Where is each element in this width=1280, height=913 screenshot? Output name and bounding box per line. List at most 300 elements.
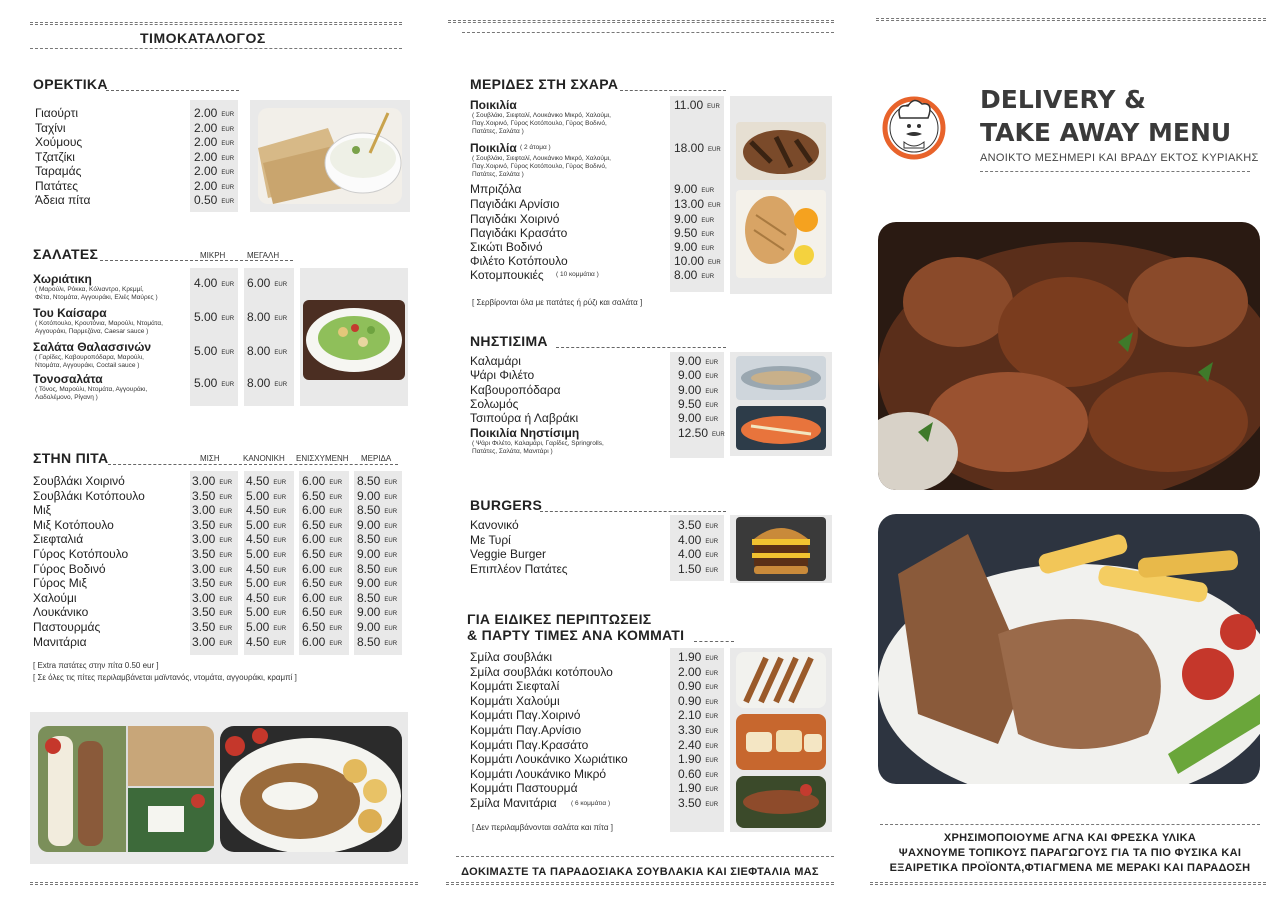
price-amount: 8.50: [357, 561, 381, 576]
price-value: [302, 532, 342, 546]
party-item-name: Κομμάτι Σιεφταλί: [470, 679, 560, 694]
currency-label: EUR: [329, 538, 343, 545]
menu-title: ΤΙΜΟΚΑΤΑΛΟΓΟΣ: [140, 30, 266, 46]
price-amount: 4.50: [246, 561, 270, 576]
price-amount: 6.00: [302, 590, 326, 605]
price-value: [192, 620, 232, 634]
currency-label: EUR: [329, 611, 343, 618]
currency-label: EUR: [221, 282, 235, 288]
currency-label: EUR: [221, 350, 235, 356]
appetizer-photo: [258, 108, 402, 204]
price-value: [246, 620, 286, 634]
sausage-photo: [736, 776, 826, 828]
currency-label: EUR: [329, 480, 343, 486]
footer-tagline: ΔΟΚΙΜΑΣΤΕ ΤΑ ΠΑΡΑΔΟΣΙΑΚΑ ΣΟΥΒΛΑΚΙΑ ΚΑΙ ΣΙΕΦΤΑΛΙΑ ΜΑΣ: [461, 866, 819, 878]
price-value: [302, 518, 342, 532]
currency-label: EUR: [221, 126, 235, 133]
fasting-item-name: Ποικιλία Νηστίσιμη: [470, 425, 580, 440]
price-amount: 3.50: [678, 518, 702, 532]
currency-label: EUR: [219, 611, 233, 618]
price-value: [678, 426, 725, 440]
party-item-name: Κομμάτι Παστουρμά: [470, 781, 578, 796]
price-amount: 9.00: [678, 368, 702, 383]
salad-name: Του Καίσαρα: [33, 306, 107, 320]
price-value: [674, 240, 714, 254]
price-amount: 6.50: [302, 517, 326, 532]
price-value: [678, 547, 718, 561]
currency-label: EUR: [384, 480, 398, 486]
currency-label: EUR: [219, 523, 233, 530]
price-value: [194, 150, 234, 164]
title-divider: [30, 48, 402, 49]
section-divider: [108, 464, 398, 465]
price-amount: 3.00: [192, 590, 216, 605]
grill-item-name: Ποικιλία: [470, 141, 517, 155]
menu-item-name: Πατάτες: [35, 178, 78, 193]
currency-label: EUR: [384, 553, 398, 559]
currency-label: EUR: [701, 218, 715, 224]
price-amount: 2.00: [194, 135, 218, 149]
title-takeaway: TAKE AWAY MENU: [980, 118, 1232, 147]
footer-divider: [880, 824, 1260, 825]
currency-label: EUR: [707, 104, 720, 110]
salad-photo: [303, 300, 405, 380]
section-heading-pita: ΣΤΗΝ ΠΙΤΑ: [33, 450, 109, 466]
price-amount: 3.50: [192, 517, 216, 532]
fasting-item-name: Τσιπούρα ή Λαβράκι: [470, 411, 579, 426]
col-header-normal: ΚΑΝΟΝΙΚΗ: [243, 454, 285, 463]
price-value: [678, 781, 718, 795]
currency-label: EUR: [273, 611, 287, 618]
currency-label: EUR: [705, 374, 719, 381]
currency-label: EUR: [219, 596, 233, 603]
price-value: [357, 503, 397, 517]
section-divider: [540, 511, 726, 512]
menu-item-name: Γιαούρτι: [35, 106, 78, 120]
section-heading-appetizers: ΟΡΕΚΤΙΚΑ: [33, 76, 108, 92]
currency-label: EUR: [705, 787, 719, 794]
price-value: [357, 591, 397, 605]
currency-label: EUR: [384, 509, 398, 516]
price-value: [678, 368, 718, 382]
price-amount: 4.00: [678, 547, 702, 561]
currency-label: EUR: [221, 199, 235, 205]
party-item-name: Σμίλα Μανιτάρια: [470, 796, 557, 810]
price-value: [194, 135, 234, 149]
price-amount: 3.50: [192, 547, 216, 561]
currency-label: EUR: [705, 388, 719, 395]
footer-line-2: ΨΑΧΝΟΥΜΕ ΤΟΠΙΚΟΥΣ ΠΑΡΑΓΩΓΟΥΣ ΓΙΑ ΤΑ ΠΙΟ ΦΥΣΙΚΑ ΚΑΙ: [898, 847, 1242, 859]
price-value: [194, 310, 234, 324]
price-amount: 2.00: [194, 178, 218, 193]
currency-label: EUR: [701, 246, 715, 252]
price-amount: 10.00: [674, 254, 705, 268]
currency-label: EUR: [384, 494, 398, 501]
lamb-chops-photo: [736, 122, 826, 180]
price-value: [357, 620, 397, 634]
fasting-item-name: Καλαμάρι: [470, 354, 521, 368]
currency-label: EUR: [705, 524, 719, 530]
party-item-name: Κομμάτι Παγ.Αρνίσιο: [470, 723, 582, 737]
price-value: [302, 474, 342, 488]
price-value: [194, 193, 234, 207]
price-value: [357, 576, 397, 590]
currency-label: EUR: [221, 170, 235, 176]
price-amount: 9.00: [357, 547, 381, 561]
pita-item-name: Γύρος Βοδινό: [33, 561, 106, 576]
section-heading-party-1: ΓΙΑ ΕΙΔΙΚΕΣ ΠΕΡΙΠΤΩΣΕΙΣ: [467, 611, 652, 627]
currency-label: EUR: [701, 274, 715, 280]
item-description: ( Σουβλάκι, Σιεφταλί, Λουκάνικο Μικρό, Χαλούμι, Παγ.Χοιρινό, Γύρος Κοτόπουλο, Γύρος Βοδινό, Πατάτες, Σαλάτα ): [472, 155, 611, 178]
fasting-item-name: Σολωμός: [470, 396, 519, 411]
price-amount: 9.00: [357, 488, 381, 503]
currency-label: EUR: [384, 523, 398, 530]
salad-name: Σαλάτα Θαλασσινών: [33, 340, 152, 354]
price-value: [246, 489, 286, 503]
price-amount: 5.00: [194, 310, 218, 324]
price-amount: 4.50: [246, 590, 270, 605]
price-value: [247, 344, 287, 358]
grill-item-name: Φιλέτο Κοτόπουλο: [470, 254, 568, 268]
grill-item-name: Κοτομπουκιές: [470, 268, 544, 282]
price-value: [678, 679, 718, 693]
currency-label: EUR: [273, 567, 287, 574]
pita-note-includes: [ Σε όλες τις πίτες περιλαμβάνεται μαϊντανός, ντομάτα, αγγουράκι, κραμπί ]: [33, 673, 297, 682]
grill-item-name: Ποικιλία: [470, 98, 517, 112]
price-amount: 9.00: [674, 182, 698, 196]
price-amount: 13.00: [674, 197, 705, 211]
price-amount: 3.50: [192, 576, 216, 591]
price-amount: 8.50: [357, 474, 381, 488]
bottom-divider: [30, 882, 418, 885]
currency-label: EUR: [273, 596, 287, 603]
price-amount: 9.00: [678, 354, 702, 368]
price-amount: 3.00: [192, 634, 216, 649]
price-value: [194, 164, 234, 178]
price-value: [192, 489, 232, 503]
price-amount: 4.50: [246, 503, 270, 518]
price-value: [194, 106, 234, 120]
price-value: [678, 738, 718, 752]
price-amount: 2.00: [194, 120, 218, 135]
currency-label: EUR: [273, 509, 287, 516]
price-value: [678, 383, 718, 397]
item-qualifier: ( 10 κομμάτια ): [556, 271, 599, 278]
currency-label: EUR: [273, 640, 287, 647]
price-value: [246, 532, 286, 546]
price-amount: 9.00: [357, 576, 381, 591]
chicken-fillet-photo: [736, 190, 826, 278]
party-item-name: Κομμάτι Χαλούμι: [470, 693, 560, 708]
currency-label: EUR: [705, 743, 719, 750]
currency-label: EUR: [219, 626, 233, 632]
price-amount: 6.00: [302, 474, 326, 488]
pita-item-name: Μιξ Κοτόπουλο: [33, 517, 114, 532]
top-divider: [876, 18, 1266, 21]
currency-label: EUR: [273, 626, 287, 632]
section-divider: [100, 260, 293, 261]
price-amount: 4.00: [194, 276, 218, 290]
currency-label: EUR: [274, 382, 288, 388]
price-value: [192, 605, 232, 619]
footer-divider: [456, 856, 834, 857]
currency-label: EUR: [384, 611, 398, 618]
currency-label: EUR: [221, 112, 235, 118]
pita-item-name: Γύρος Κοτόπουλο: [33, 547, 129, 561]
grill-item-name: Παγιδάκι Χοιρινό: [470, 212, 560, 226]
price-amount: 4.50: [246, 532, 270, 547]
col-header-small: ΜΙΚΡΗ: [200, 251, 226, 260]
price-amount: 8.50: [357, 590, 381, 605]
price-amount: 9.50: [674, 226, 698, 240]
currency-label: EUR: [705, 402, 719, 409]
price-value: [247, 376, 287, 390]
price-value: [674, 98, 720, 112]
price-value: [192, 562, 232, 576]
currency-label: EUR: [274, 282, 288, 288]
section-heading-party-2: & ΠΑΡΤΥ ΤΙΜΕΣ ΑΝΑ ΚΟΜΜΑΤΙ: [467, 627, 685, 643]
price-amount: 9.00: [674, 240, 698, 254]
price-amount: 6.00: [302, 532, 326, 547]
price-amount: 9.00: [674, 212, 698, 226]
price-amount: 2.10: [678, 708, 702, 723]
price-value: [246, 635, 286, 649]
party-note: [ Δεν περιλαμβάνονται σαλάτα και πίτα ]: [472, 823, 613, 832]
price-amount: 3.00: [192, 561, 216, 576]
currency-label: EUR: [274, 316, 288, 322]
currency-label: EUR: [384, 567, 398, 574]
platter-photo: [38, 726, 214, 852]
price-amount: 8.00: [247, 310, 271, 324]
opening-hours: ΑΝΟΙΚΤΟ ΜΕΣΗΜΕΡΙ ΚΑΙ ΒΡΑΔΥ ΕΚΤΟΣ ΚΥΡΙΑΚΗΣ: [980, 152, 1259, 164]
bottom-divider: [446, 882, 834, 885]
price-value: [357, 489, 397, 503]
currency-label: EUR: [221, 155, 235, 162]
price-amount: 2.00: [194, 106, 218, 120]
price-value: [192, 635, 232, 649]
col-header-large: ΜΕΓΑΛΗ: [247, 251, 280, 260]
grill-note: [ Σερβίρονται όλα με πατάτες ή ρύζι και σαλάτα ]: [472, 298, 643, 307]
price-amount: 11.00: [674, 98, 704, 112]
currency-label: EUR: [701, 188, 715, 194]
subtitle-divider: [980, 171, 1250, 172]
currency-label: EUR: [273, 538, 287, 545]
pita-item-name: Σιεφταλιά: [33, 532, 84, 547]
currency-label: EUR: [329, 494, 343, 501]
price-amount: 8.50: [357, 634, 381, 649]
price-value: [192, 518, 232, 532]
currency-label: EUR: [705, 553, 719, 559]
currency-label: EUR: [221, 316, 235, 322]
price-amount: 0.60: [678, 766, 702, 781]
grill-item-name: Παγιδάκι Αρνίσιο: [470, 197, 560, 211]
price-amount: 2.00: [194, 149, 218, 164]
party-item-name: Κομμάτι Παγ.Χοιρινό: [470, 708, 581, 723]
price-amount: 0.90: [678, 693, 702, 708]
price-value: [194, 344, 234, 358]
price-amount: 2.00: [194, 164, 218, 178]
currency-label: EUR: [329, 626, 343, 632]
currency-label: EUR: [708, 203, 721, 209]
salmon-photo: [736, 406, 826, 450]
pita-item-name: Λουκάνικο: [33, 605, 89, 620]
price-value: [678, 752, 718, 766]
price-amount: 2.00: [678, 664, 702, 679]
price-value: [678, 796, 718, 810]
price-amount: 5.00: [246, 547, 270, 561]
price-amount: 9.00: [678, 411, 702, 426]
price-amount: 0.90: [678, 679, 702, 694]
price-value: [192, 547, 232, 561]
currency-label: EUR: [219, 538, 233, 545]
section-heading-fasting: ΝΗΣΤΙΣΙΜΑ: [470, 333, 548, 349]
halloumi-photo: [736, 714, 826, 770]
price-value: [247, 310, 287, 324]
price-amount: 5.00: [246, 605, 270, 620]
price-value: [194, 376, 234, 390]
price-value: [194, 276, 234, 290]
price-value: [302, 635, 342, 649]
price-value: [302, 562, 342, 576]
fish-photo: [736, 356, 826, 400]
item-qualifier: ( 2 άτομα ): [520, 144, 551, 151]
currency-label: EUR: [708, 147, 721, 153]
steak-hero-photo: [878, 514, 1260, 784]
currency-label: EUR: [221, 141, 235, 147]
item-qualifier: ( 6 κομμάτια ): [571, 800, 611, 807]
section-divider: [556, 347, 726, 348]
price-amount: 8.50: [357, 503, 381, 518]
top-divider-2: [462, 32, 834, 33]
footer-line-1: ΧΡΗΣΙΜΟΠΟΙΟΥΜΕ ΑΓΝΑ ΚΑΙ ΦΡΕΣΚΑ ΥΛΙΚΑ: [943, 832, 1197, 844]
price-value: [302, 620, 342, 634]
burger-item-name: Veggie Burger: [470, 547, 547, 561]
price-amount: 6.00: [302, 503, 326, 518]
price-amount: 5.00: [246, 517, 270, 532]
salad-description: ( Κοτόπουλο, Κρουτόνια, Μαρούλι, Ντομάτα, Αγγουράκι, Παρμεζάνα, Caesar sauce ): [35, 320, 163, 335]
col-header-portion: ΜΕΡΙΔΑ: [361, 454, 392, 463]
price-value: [678, 708, 718, 722]
price-value: [678, 354, 718, 368]
currency-label: EUR: [219, 480, 233, 486]
price-amount: 5.00: [194, 376, 218, 390]
price-amount: 9.00: [357, 620, 381, 634]
price-value: [194, 179, 234, 193]
price-value: [194, 121, 234, 135]
currency-label: EUR: [705, 685, 719, 692]
fasting-item-name: Ψάρι Φιλέτο: [470, 368, 535, 383]
pita-item-name: Μανιτάρια: [33, 634, 87, 649]
currency-label: EUR: [273, 553, 287, 559]
price-amount: 1.90: [678, 650, 702, 664]
price-value: [674, 197, 721, 211]
price-value: [678, 767, 718, 781]
price-amount: 5.00: [246, 488, 270, 503]
price-amount: 0.50: [194, 193, 218, 207]
pita-item-name: Μιξ: [33, 503, 52, 518]
price-value: [246, 518, 286, 532]
price-value: [674, 268, 714, 282]
bottom-divider: [870, 882, 1266, 885]
price-amount: 1.90: [678, 752, 702, 767]
price-amount: 1.90: [678, 781, 702, 796]
currency-label: EUR: [705, 656, 719, 662]
price-value: [678, 518, 718, 532]
price-value: [357, 635, 397, 649]
price-amount: 8.00: [247, 376, 271, 390]
burger-item-name: Κανονικό: [470, 518, 519, 532]
currency-label: EUR: [273, 480, 287, 486]
price-value: [678, 694, 718, 708]
price-amount: 3.00: [192, 474, 216, 488]
salad-description: ( Μαρούλι, Ρόκκα, Κόλιαντρο, Κρεμμί, Φέτα, Ντομάτα, Αγγουράκι, Ελιές Μαύρες ): [35, 286, 158, 301]
price-value: [192, 591, 232, 605]
price-amount: 18.00: [674, 141, 705, 155]
price-value: [302, 591, 342, 605]
currency-label: EUR: [329, 567, 343, 574]
party-item-name: Σμίλα σουβλάκι: [470, 650, 553, 664]
price-amount: 2.40: [678, 737, 702, 752]
price-value: [192, 532, 232, 546]
currency-label: EUR: [384, 596, 398, 603]
pita-item-name: Σουβλάκι Χοιρινό: [33, 474, 125, 488]
price-amount: 3.30: [678, 723, 702, 737]
price-amount: 12.50: [678, 425, 709, 440]
chef-logo: [882, 86, 946, 170]
fasting-item-name: Καβουροπόδαρα: [470, 382, 561, 397]
skewers-photo: [736, 652, 826, 708]
currency-label: EUR: [705, 670, 719, 677]
price-value: [357, 562, 397, 576]
currency-label: EUR: [329, 582, 343, 589]
price-amount: 3.50: [678, 796, 702, 810]
price-value: [247, 276, 287, 290]
currency-label: EUR: [705, 360, 719, 366]
price-value: [246, 576, 286, 590]
grill-item-name: Σικώτι Βοδινό: [470, 240, 543, 254]
party-item-name: Κομμάτι Λουκάνικο Χωριάτικο: [470, 752, 628, 767]
burger-item-name: Επιπλέον Πατάτες: [470, 561, 568, 576]
salad-description: ( Τόνος, Μαρούλι, Ντομάτα, Αγγουράκι, Λαδολέμονο, Ρίγανη ): [35, 386, 148, 401]
section-divider: [106, 90, 239, 91]
currency-label: EUR: [219, 640, 233, 647]
currency-label: EUR: [705, 699, 719, 706]
currency-label: EUR: [219, 509, 233, 516]
price-value: [674, 212, 714, 226]
footer-line-3: ΕΞΑΙΡΕΤΙΚΑ ΠΡΟΪΟΝΤΑ,ΦΤΙΑΓΜΕΝΑ ΜΕ ΜΕΡΑΚΙ ΚΑΙ ΠΑΡΑΔΟΣΗ: [889, 862, 1251, 874]
party-item-name: Κομμάτι Λουκάνικο Μικρό: [470, 766, 607, 781]
currency-label: EUR: [705, 802, 719, 808]
price-value: [302, 576, 342, 590]
currency-label: EUR: [329, 553, 343, 559]
price-value: [246, 503, 286, 517]
currency-label: EUR: [219, 582, 233, 589]
grill-item-name: Μπριζόλα: [470, 182, 522, 196]
price-value: [678, 723, 718, 737]
currency-label: EUR: [219, 494, 233, 501]
price-amount: 6.00: [302, 634, 326, 649]
price-amount: 3.50: [192, 605, 216, 620]
price-value: [192, 474, 232, 488]
pita-item-name: Σουβλάκι Κοτόπουλο: [33, 488, 145, 503]
price-amount: 3.50: [192, 620, 216, 634]
currency-label: EUR: [219, 553, 233, 559]
price-value: [302, 547, 342, 561]
price-amount: 6.50: [302, 605, 326, 620]
currency-label: EUR: [705, 758, 719, 765]
currency-label: EUR: [329, 596, 343, 603]
price-amount: 3.50: [192, 488, 216, 503]
